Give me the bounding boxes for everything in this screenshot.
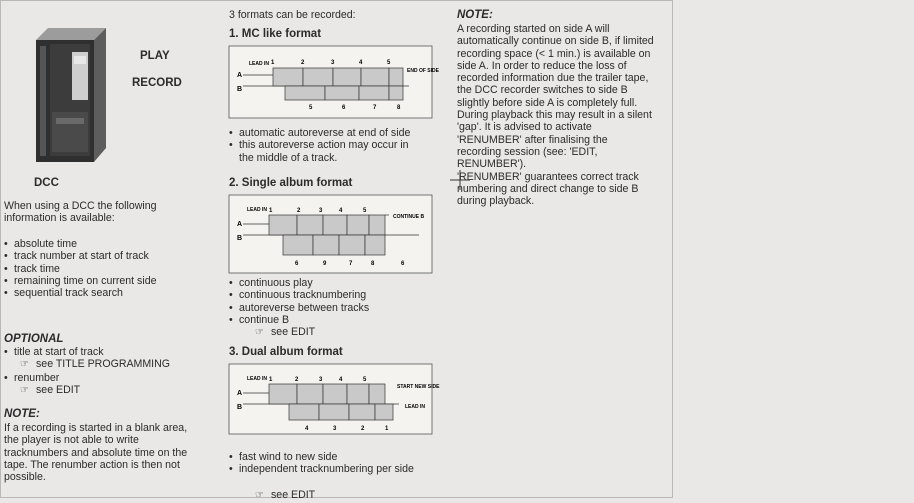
list-item: • track time	[4, 263, 219, 275]
format-title: 3. Dual album format	[229, 346, 343, 358]
end-of-side-label: END OF SIDE	[407, 68, 439, 74]
track-number: 7	[349, 261, 353, 267]
lead-in-label: LEAD IN	[247, 376, 267, 382]
note-line: A recording started on side A will	[457, 23, 610, 35]
side-b-label: B	[237, 404, 243, 411]
list-item: • this autoreverse action may occur in	[229, 139, 439, 151]
optional-list	[4, 346, 219, 397]
note-line: recording space (< 1 min.) is available on	[457, 47, 651, 60]
info-list	[4, 238, 219, 299]
note-line: slightly before side A is completely full.	[457, 96, 638, 109]
track-number: 3	[333, 426, 337, 432]
format-bullets	[229, 451, 439, 476]
right-note-text	[457, 23, 671, 207]
list-item: • track number at start of track	[4, 250, 219, 262]
format-bullets	[229, 127, 439, 164]
list-item: • continuous play	[229, 277, 439, 289]
continue-b-label: CONTINUE B	[393, 214, 425, 220]
track-number: 1	[271, 60, 275, 66]
optional-heading: OPTIONAL	[4, 333, 64, 345]
list-item: • title at start of track	[4, 346, 219, 358]
single-album-diagram	[229, 195, 432, 273]
track-number: 6	[401, 261, 405, 267]
lead-in-label: LEAD IN	[249, 61, 269, 67]
see-reference: ☞ see TITLE PROGRAMMING	[20, 358, 171, 371]
list-item: • remaining time on current side	[4, 275, 219, 287]
note-line: the DCC recorder switches to side B	[457, 84, 628, 97]
note-line: possible.	[4, 471, 46, 484]
side-b-label: B	[237, 86, 243, 93]
track-number: 4	[339, 377, 343, 383]
track-number: 1	[269, 377, 273, 383]
format-title: 1. MC like format	[229, 28, 322, 40]
note-line: during playback.	[457, 195, 535, 208]
see-reference: ☞ see EDIT	[20, 383, 81, 396]
track-number: 8	[397, 105, 401, 111]
track-number: 3	[319, 208, 323, 214]
list-item: • autoreverse between tracks	[229, 302, 439, 314]
formats-intro: 3 formats can be recorded:	[229, 9, 356, 21]
note-line: recording session (see: 'EDIT,	[457, 145, 598, 158]
track-number: 1	[269, 208, 273, 214]
note-line: numbering and direct change to side B	[457, 182, 639, 195]
track-number: 6	[295, 261, 299, 267]
pointing-hand-icon: ☞	[255, 327, 264, 338]
list-item: the middle of a track.	[239, 151, 338, 164]
dcc-label: DCC	[34, 177, 59, 189]
mc-format-diagram	[229, 46, 439, 118]
note-line: tape. The renumber action is then not	[4, 458, 180, 471]
track-number: 6	[342, 105, 346, 111]
dcc-cassette-illustration	[30, 22, 110, 167]
track-number: 3	[331, 60, 335, 66]
see-reference: ☞ see EDIT	[255, 489, 316, 502]
track-number: 4	[305, 426, 309, 432]
side-a-label: A	[237, 72, 243, 79]
cursor-crosshair-icon	[450, 170, 470, 190]
left-note-text	[4, 422, 224, 483]
track-number: 2	[361, 426, 365, 432]
intro-line: information is available:	[4, 212, 115, 225]
note-line: recorded information due the trailer tape,	[457, 72, 649, 85]
record-label: RECORD	[132, 77, 182, 89]
track-number: 5	[363, 377, 367, 383]
list-item: • continue B	[229, 314, 439, 326]
pointing-hand-icon: ☞	[20, 359, 29, 371]
pointing-hand-icon: ☞	[20, 384, 29, 396]
right-note-heading: NOTE:	[457, 9, 493, 21]
track-number: 9	[323, 261, 327, 267]
note-line: automatically continue on side B, if limited	[457, 35, 654, 48]
track-number: 4	[339, 208, 343, 214]
pointing-hand-icon: ☞	[255, 490, 264, 502]
track-number: 7	[373, 105, 377, 111]
left-note-heading: NOTE:	[4, 408, 40, 420]
format-bullets	[229, 277, 439, 326]
track-number: 1	[385, 426, 389, 432]
track-number: 3	[319, 377, 323, 383]
note-line: 'gap'. It is advised to activate	[457, 121, 592, 134]
track-number: 8	[371, 261, 375, 267]
track-number: 5	[309, 105, 313, 111]
see-reference: ☞ see EDIT	[255, 326, 316, 338]
track-number: 2	[301, 60, 305, 66]
track-number: 5	[387, 60, 391, 66]
list-item: • sequential track search	[4, 287, 219, 299]
list-item: • fast wind to new side	[229, 451, 439, 463]
note-line: tracknumbers and absolute time on the	[4, 446, 188, 459]
lead-in-label: LEAD IN	[405, 404, 425, 410]
list-item: • renumber	[4, 372, 219, 384]
side-b-label: B	[237, 235, 243, 242]
track-number: 5	[363, 208, 367, 214]
side-a-label: A	[237, 221, 243, 228]
start-new-side-label: START NEW SIDE	[397, 384, 440, 390]
list-item: • automatic autoreverse at end of side	[229, 127, 439, 139]
note-line: the player is not able to write	[4, 434, 139, 447]
track-number: 2	[295, 377, 299, 383]
note-line: RENUMBER').	[457, 158, 527, 171]
intro-line: When using a DCC the following	[4, 200, 157, 212]
track-number: 2	[297, 208, 301, 214]
list-item: • absolute time	[4, 238, 219, 250]
note-line: If a recording is started in a blank area,	[4, 422, 188, 434]
list-item: • independent tracknumbering per side	[229, 463, 439, 475]
note-line: 'RENUMBER' after finalising the	[457, 133, 608, 146]
lead-in-label: LEAD IN	[247, 207, 267, 213]
track-number: 4	[359, 60, 363, 66]
side-a-label: A	[237, 390, 243, 397]
note-line: 'RENUMBER' guarantees correct track	[457, 170, 639, 183]
left-intro	[4, 200, 219, 225]
dual-album-diagram	[229, 364, 440, 434]
format-title: 2. Single album format	[229, 177, 353, 189]
play-label: PLAY	[140, 50, 170, 62]
list-item: • continuous tracknumbering	[229, 289, 439, 301]
note-line: During playback this may result in a silent	[457, 109, 652, 122]
note-line: side A. In order to reduce the loss of	[457, 59, 627, 72]
